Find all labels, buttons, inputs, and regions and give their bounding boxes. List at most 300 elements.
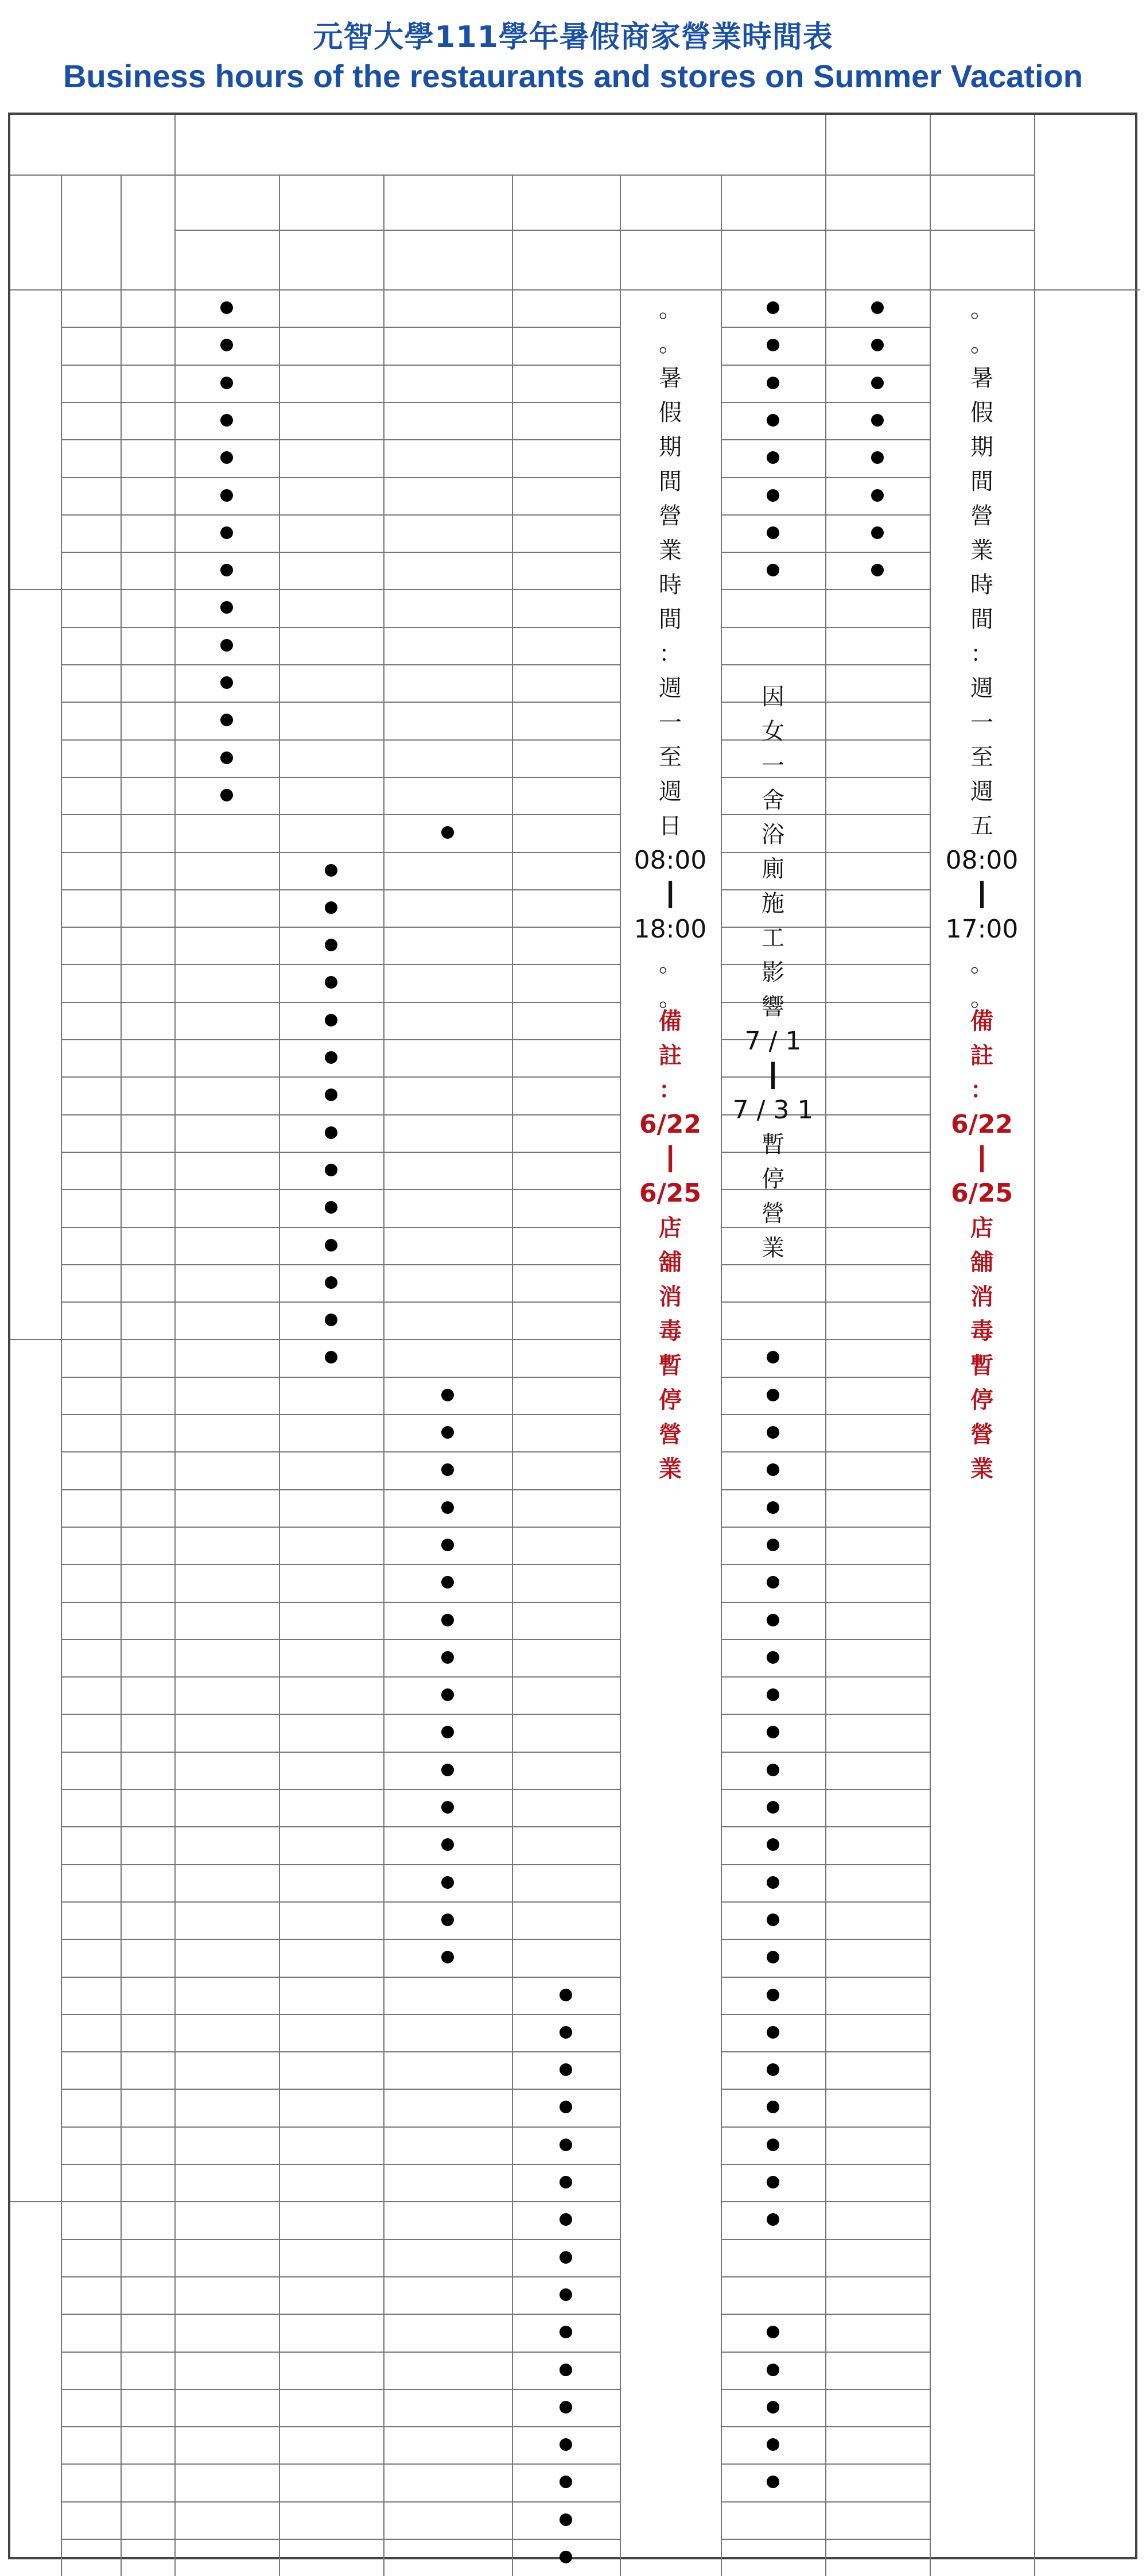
- open-dot: [767, 1463, 779, 1476]
- open-dot: [767, 1951, 779, 1963]
- grid-line: [61, 1527, 620, 1528]
- grid-line: [825, 1901, 930, 1903]
- open-dot: [767, 2438, 779, 2451]
- grid-line: [825, 365, 930, 366]
- grid-line: [721, 552, 825, 553]
- note-char: 週: [970, 675, 993, 702]
- note-char: 。: [659, 985, 682, 1012]
- open-dot: [767, 1688, 779, 1701]
- grid-line: [61, 1227, 620, 1228]
- grid-line: [1034, 115, 1035, 2576]
- page-title-english: Business hours of the restaurants and stores on Summer Vacation: [63, 58, 1083, 94]
- note-char: 間: [970, 606, 993, 633]
- grid-line: [825, 439, 930, 440]
- grid-line: [825, 1227, 930, 1228]
- open-dot: [767, 526, 779, 539]
- grid-line: [721, 1301, 825, 1303]
- open-dot: [560, 2251, 572, 2264]
- grid-line: [61, 1714, 620, 1715]
- note-char: 時: [659, 572, 682, 598]
- remark-char: ：: [970, 1077, 993, 1103]
- grid-line: [721, 2539, 825, 2540]
- grid-line: [61, 1826, 620, 1827]
- open-dot: [560, 1989, 572, 2001]
- open-dot: [767, 2139, 779, 2151]
- note-char: 施: [762, 890, 784, 917]
- grid-line: [825, 2314, 930, 2315]
- grid-line: [279, 175, 280, 2576]
- grid-line: [721, 2126, 825, 2128]
- grid-line: [825, 1264, 930, 1265]
- open-dot: [767, 1501, 779, 1514]
- open-dot: [767, 339, 779, 351]
- grid-line: [61, 2389, 620, 2390]
- remark-char: 6/22: [951, 1110, 1013, 1139]
- page-title-chinese: 元智大學111學年暑假商家營業時間表: [313, 20, 833, 55]
- open-dot: [560, 2213, 572, 2226]
- open-dot: [441, 1838, 454, 1851]
- grid-line: [721, 1901, 825, 1903]
- remark-char: 註: [970, 1043, 993, 1069]
- open-dot: [220, 414, 233, 427]
- remark-char: 6/25: [951, 1179, 1013, 1208]
- note-char: 間: [970, 468, 993, 495]
- grid-line: [721, 1752, 825, 1753]
- grid-line: [825, 1002, 930, 1003]
- note-char: 暫: [762, 1132, 784, 1158]
- remark-char: 舖: [659, 1249, 682, 1276]
- remark-char: 6/22: [639, 1110, 701, 1139]
- grid-line: [61, 1939, 620, 1940]
- open-dot: [220, 639, 233, 652]
- open-dot: [767, 1651, 779, 1664]
- note-char: 期: [970, 434, 993, 460]
- grid-line: [61, 1864, 620, 1865]
- note-char: ┃: [663, 882, 678, 908]
- note-char: ┃: [766, 1063, 780, 1089]
- remark-char: 消: [970, 1284, 993, 1310]
- remark-char: 舖: [970, 1249, 993, 1276]
- grid-line: [721, 589, 825, 590]
- note-char: 。: [970, 331, 993, 357]
- note-char: 營: [659, 503, 682, 529]
- open-dot: [871, 414, 884, 427]
- open-dot: [220, 564, 233, 576]
- remark-char: 消: [659, 1284, 682, 1310]
- open-dot: [767, 2026, 779, 2039]
- family-mart-dorm-note: [620, 292, 721, 1016]
- open-dot: [767, 2476, 779, 2488]
- grid-line: [61, 477, 620, 478]
- remark-char: 店: [970, 1215, 993, 1241]
- remark-char: ：: [659, 1077, 682, 1103]
- note-char: ：: [659, 641, 682, 667]
- grid-line: [825, 1789, 930, 1790]
- grid-line: [825, 702, 930, 703]
- grid-line: [61, 1152, 620, 1153]
- grid-line: [721, 2051, 825, 2052]
- grid-line: [721, 2426, 825, 2427]
- note-char: 。: [659, 331, 682, 357]
- grid-line: [721, 2276, 825, 2277]
- grid-line: [61, 627, 620, 628]
- grid-line: [61, 1002, 620, 1003]
- open-dot: [220, 451, 233, 464]
- grid-line: [721, 402, 825, 403]
- grid-line: [10, 1339, 61, 1340]
- open-dot: [220, 339, 233, 351]
- grid-line: [721, 1564, 825, 1565]
- open-dot: [767, 451, 779, 464]
- grid-line: [825, 1076, 930, 1078]
- open-dot: [220, 601, 233, 614]
- remark-char: 備: [659, 1008, 682, 1035]
- grid-line: [825, 1377, 930, 1378]
- note-char: 業: [970, 537, 993, 564]
- grid-line: [825, 1977, 930, 1978]
- grid-line: [61, 2426, 620, 2427]
- grid-line: [825, 589, 930, 590]
- note-char: 週: [970, 778, 993, 805]
- note-char: 日: [659, 813, 682, 839]
- note-char: 間: [659, 606, 682, 633]
- liang-mei-closure-note: [721, 680, 825, 1265]
- open-dot: [441, 1389, 454, 1401]
- open-dot: [560, 2288, 572, 2301]
- grid-line: [383, 175, 384, 2576]
- grid-line: [825, 1189, 930, 1190]
- grid-line: [825, 1826, 930, 1827]
- grid-line: [825, 1639, 930, 1640]
- grid-line: [721, 1414, 825, 1415]
- grid-line: [61, 1039, 620, 1040]
- grid-line: [825, 1752, 930, 1753]
- grid-line: [825, 175, 826, 2576]
- open-dot: [325, 1126, 337, 1139]
- remark-char: 業: [970, 1456, 993, 1482]
- grid-line: [825, 777, 930, 778]
- open-dot: [767, 2213, 779, 2226]
- open-dot: [325, 864, 337, 877]
- grid-line: [61, 1901, 620, 1903]
- open-dot: [325, 1314, 337, 1326]
- open-dot: [767, 1389, 779, 1401]
- open-dot: [441, 1688, 454, 1701]
- grid-line: [61, 852, 620, 853]
- open-dot: [325, 1239, 337, 1252]
- open-dot: [871, 564, 884, 576]
- note-char: 假: [970, 400, 993, 426]
- grid-line: [61, 2126, 620, 2128]
- grid-line: [174, 115, 176, 2576]
- grid-line: [721, 1639, 825, 1640]
- grid-line: [174, 230, 1034, 231]
- note-char: 週: [659, 778, 682, 805]
- grid-line: [61, 2314, 620, 2315]
- open-dot: [767, 1426, 779, 1439]
- grid-line: [61, 175, 62, 2576]
- grid-line: [825, 1414, 930, 1415]
- grid-line: [61, 664, 620, 665]
- grid-line: [721, 2352, 825, 2353]
- note-char: 。: [659, 951, 682, 977]
- grid-line: [61, 514, 620, 516]
- grid-line: [825, 739, 930, 741]
- remark-char: 暫: [970, 1353, 993, 1379]
- open-dot: [767, 1614, 779, 1626]
- grid-line: [61, 777, 620, 778]
- remark-char: ┃: [974, 1146, 989, 1172]
- grid-line: [825, 1527, 930, 1528]
- grid-line: [61, 1301, 620, 1303]
- grid-line: [721, 439, 825, 440]
- grid-line: [825, 2051, 930, 2052]
- note-char: 間: [659, 468, 682, 495]
- remark-char: 停: [970, 1387, 993, 1413]
- open-dot: [441, 1501, 454, 1514]
- note-char: 7 / 3 1: [732, 1095, 814, 1125]
- grid-line: [61, 439, 620, 440]
- open-dot: [325, 1351, 337, 1363]
- open-dot: [767, 2401, 779, 2414]
- grid-line: [825, 1939, 930, 1940]
- grid-line: [825, 552, 930, 553]
- grid-line: [721, 175, 722, 2576]
- grid-line: [825, 1676, 930, 1678]
- note-char: 一: [970, 710, 993, 736]
- open-dot: [560, 2101, 572, 2113]
- grid-line: [61, 814, 620, 815]
- remark-char: 停: [659, 1387, 682, 1413]
- grid-line: [61, 2201, 620, 2202]
- open-dot: [767, 301, 779, 314]
- open-dot: [871, 451, 884, 464]
- note-char: 假: [659, 400, 682, 426]
- grid-line: [721, 1489, 825, 1490]
- open-dot: [767, 564, 779, 576]
- grid-line: [61, 2051, 620, 2052]
- grid-line: [825, 1714, 930, 1715]
- open-dot: [441, 1539, 454, 1551]
- grid-line: [61, 1114, 620, 1115]
- open-dot: [220, 489, 233, 502]
- grid-line: [825, 814, 930, 815]
- open-dot: [767, 2101, 779, 2113]
- remark-char: 備: [970, 1008, 993, 1035]
- grid-line: [61, 1264, 620, 1265]
- grid-line: [825, 2426, 930, 2427]
- note-char: 08:00: [945, 846, 1019, 875]
- open-dot: [560, 2438, 572, 2451]
- grid-line: [721, 627, 825, 628]
- grid-line: [825, 664, 930, 665]
- grid-line: [825, 514, 930, 516]
- grid-line: [825, 627, 930, 628]
- grid-line: [721, 327, 825, 328]
- open-dot: [441, 1876, 454, 1889]
- grid-line: [825, 927, 930, 928]
- note-char: 暑: [659, 365, 682, 392]
- grid-line: [721, 1977, 825, 1978]
- open-dot: [767, 1764, 779, 1776]
- open-dot: [767, 1838, 779, 1851]
- grid-line: [721, 2164, 825, 2165]
- grid-line: [61, 1752, 620, 1753]
- grid-line: [721, 664, 825, 665]
- open-dot: [560, 2513, 572, 2526]
- remark-char: 營: [970, 1421, 993, 1448]
- family-mart-teaching-remark: [930, 1004, 1034, 1486]
- grid-line: [721, 1789, 825, 1790]
- grid-line: [825, 2201, 930, 2202]
- grid-line: [512, 175, 513, 2576]
- grid-line: [721, 2089, 825, 2090]
- grid-line: [61, 552, 620, 553]
- grid-line: [61, 2539, 620, 2540]
- grid-line: [61, 2463, 620, 2465]
- grid-line: [61, 1489, 620, 1490]
- open-dot: [767, 1726, 779, 1738]
- grid-line: [121, 175, 122, 2576]
- grid-line: [721, 2389, 825, 2390]
- open-dot: [871, 526, 884, 539]
- open-dot: [767, 1876, 779, 1889]
- open-dot: [767, 1351, 779, 1363]
- grid-line: [61, 964, 620, 965]
- note-char: 17:00: [945, 915, 1019, 944]
- grid-line: [825, 327, 930, 328]
- grid-line: [721, 2014, 825, 2015]
- grid-line: [721, 1826, 825, 1827]
- open-dot: [441, 1913, 454, 1926]
- open-dot: [441, 1576, 454, 1589]
- note-char: 一: [659, 710, 682, 736]
- grid-line: [825, 2501, 930, 2503]
- note-char: 營: [762, 1200, 784, 1227]
- open-dot: [871, 301, 884, 314]
- grid-line: [721, 2463, 825, 2465]
- open-dot: [767, 2063, 779, 2076]
- open-dot: [767, 1539, 779, 1551]
- open-dot: [220, 377, 233, 389]
- family-mart-dorm-remark: [620, 1004, 721, 1486]
- grid-line: [825, 2239, 930, 2240]
- grid-line: [61, 2501, 620, 2503]
- grid-line: [721, 2314, 825, 2315]
- open-dot: [871, 339, 884, 351]
- grid-line: [825, 2126, 930, 2128]
- open-dot: [767, 2176, 779, 2188]
- grid-line: [61, 2164, 620, 2165]
- open-dot: [220, 526, 233, 539]
- open-dot: [325, 1088, 337, 1101]
- note-char: 影: [762, 959, 784, 986]
- open-dot: [325, 1201, 337, 1214]
- note-char: 。: [659, 296, 682, 323]
- open-dot: [767, 489, 779, 502]
- open-dot: [325, 1014, 337, 1026]
- note-char: 至: [659, 744, 682, 770]
- grid-line: [825, 1564, 930, 1565]
- note-char: ：: [970, 641, 993, 667]
- open-dot: [441, 1426, 454, 1439]
- grid-line: [10, 289, 1140, 290]
- note-char: 五: [970, 813, 993, 839]
- grid-line: [61, 1076, 620, 1078]
- open-dot: [220, 714, 233, 726]
- note-char: 至: [970, 744, 993, 770]
- note-char: 響: [762, 994, 784, 1020]
- grid-line: [825, 2014, 930, 2015]
- grid-line: [721, 1527, 825, 1528]
- grid-line: [61, 2352, 620, 2353]
- note-char: 08:00: [634, 846, 707, 875]
- grid-line: [61, 1977, 620, 1978]
- grid-line: [825, 1339, 930, 1340]
- open-dot: [767, 2364, 779, 2376]
- note-char: 浴: [762, 822, 784, 848]
- grid-line: [825, 2276, 930, 2277]
- grid-line: [825, 1114, 930, 1115]
- grid-line: [61, 2014, 620, 2015]
- open-dot: [441, 1614, 454, 1626]
- grid-line: [825, 2389, 930, 2390]
- grid-line: [61, 1639, 620, 1640]
- grid-line: [825, 1864, 930, 1865]
- note-char: 週: [659, 675, 682, 702]
- grid-line: [930, 175, 1034, 176]
- open-dot: [767, 377, 779, 389]
- grid-line: [61, 739, 620, 741]
- grid-line: [721, 1377, 825, 1378]
- note-char: 營: [970, 503, 993, 529]
- grid-line: [721, 2239, 825, 2240]
- grid-line: [61, 1676, 620, 1678]
- open-dot: [560, 2139, 572, 2151]
- open-dot: [560, 2364, 572, 2376]
- open-dot: [325, 1276, 337, 1289]
- grid-line: [825, 2089, 930, 2090]
- grid-line: [825, 1602, 930, 1603]
- grid-line: [825, 1489, 930, 1490]
- open-dot: [325, 976, 337, 989]
- grid-line: [825, 175, 930, 176]
- grid-line: [61, 402, 620, 403]
- open-dot: [325, 901, 337, 914]
- grid-line: [61, 327, 620, 328]
- remark-char: 毒: [659, 1318, 682, 1345]
- note-char: 業: [762, 1235, 784, 1261]
- grid-line: [825, 1039, 930, 1040]
- schedule-table: [8, 113, 1137, 2559]
- grid-line: [61, 2089, 620, 2090]
- open-dot: [325, 1164, 337, 1176]
- note-char: 時: [970, 572, 993, 598]
- open-dot: [871, 377, 884, 389]
- grid-line: [61, 1377, 620, 1378]
- grid-line: [721, 514, 825, 516]
- open-dot: [441, 826, 454, 839]
- grid-line: [61, 2239, 620, 2240]
- note-char: 。: [970, 985, 993, 1012]
- grid-line: [721, 2501, 825, 2503]
- grid-line: [61, 1339, 620, 1340]
- note-char: 工: [762, 925, 784, 951]
- note-char: ┃: [974, 882, 989, 908]
- open-dot: [325, 1051, 337, 1064]
- grid-line: [825, 402, 930, 403]
- grid-line: [61, 927, 620, 928]
